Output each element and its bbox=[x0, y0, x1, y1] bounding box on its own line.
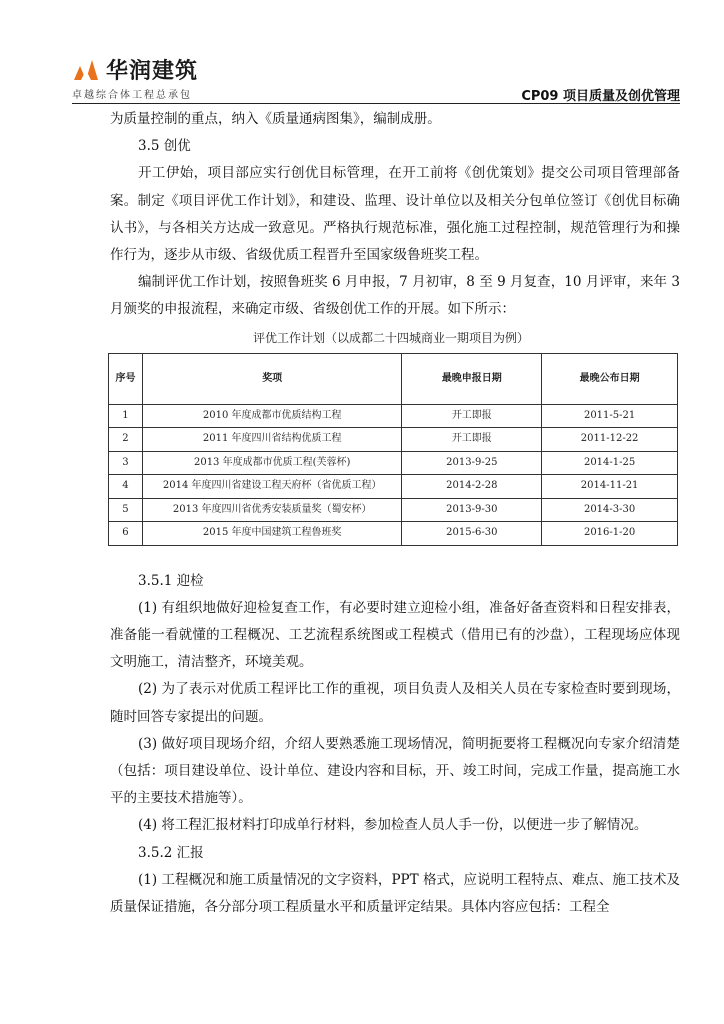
cell-award: 2015 年度中国建筑工程鲁班奖 bbox=[142, 522, 402, 546]
table-header-row bbox=[109, 353, 678, 404]
document-code: CP09 项目质量及创优管理 bbox=[521, 89, 680, 104]
header-seq: 序号 bbox=[109, 353, 143, 404]
page-header bbox=[72, 52, 680, 104]
paragraph-3-5-b: 编制评优工作计划，按照鲁班奖 6 月申报，7 月初审，8 至 9 月复查，10 月评审，来年 3 月颁奖的申报流程，来确定市级、省级创优工作的开展。如下所示： bbox=[110, 274, 680, 318]
paragraph-3-5-1-item-3: (3) 做好项目现场介绍，介绍人要熟悉施工现场情况，简明扼要将工程概况向专家介绍清楚（包括：项目建设单位、设计单位、建设内容和目标，开、竣工时间，完成工作量，提高施工水平的主要技术措施等）。 bbox=[110, 735, 680, 807]
cell-seq: 1 bbox=[109, 404, 143, 428]
table-row bbox=[109, 451, 678, 475]
paragraph-intro: 为质量控制的重点，纳入《质量通病图集》，编制成册。 bbox=[110, 111, 441, 127]
cell-award: 2013 年度成都市优质工程(芙蓉杯) bbox=[142, 451, 402, 475]
cell-publish-date: 2014-3-30 bbox=[542, 498, 678, 522]
header-divider bbox=[72, 103, 680, 104]
paragraph-3-5-1-item-1: (1) 有组织地做好迎检复查工作，有必要时建立迎检小组，准备好备查资料和日程安排表，准备能一看就懂的工程概况、工艺流程系统图或工程模式（借用已有的沙盘），工程现场应体现文明施工，清洁整齐，环境美观。 bbox=[110, 599, 680, 671]
table-row bbox=[109, 404, 678, 428]
cell-seq: 2 bbox=[109, 428, 143, 452]
cell-apply-date: 开工即报 bbox=[402, 404, 542, 428]
paragraph-3-5-a: 开工伊始，项目部应实行创优目标管理，在开工前将《创优策划》提交公司项目管理部备案。制定《项目评优工作计划》，和建设、监理、设计单位以及相关分包单位签订《创优目标确认书》，与各相关方达成一致意见。严格执行规范标准，强化施工过程控制，规范管理行为和操作行为，逐步从市级、省级优质工程晋升至国家级鲁班奖工程。 bbox=[110, 165, 680, 264]
spacer bbox=[110, 546, 680, 568]
table-row bbox=[109, 498, 678, 522]
award-plan-table bbox=[108, 353, 678, 546]
paragraph-3-5-1-item-4: (4) 将工程汇报材料打印成单行材料，参加检查人员人手一份，以便进一步了解情况。 bbox=[138, 817, 648, 834]
section-heading-3-5-1: 3.5.1 迎检 bbox=[138, 572, 204, 589]
cell-seq: 5 bbox=[109, 498, 143, 522]
cell-apply-date: 2015-6-30 bbox=[402, 522, 542, 546]
cell-award: 2011 年度四川省结构优质工程 bbox=[142, 428, 402, 452]
cell-seq: 3 bbox=[109, 451, 143, 475]
table-row bbox=[109, 428, 678, 452]
cell-apply-date: 2013-9-25 bbox=[402, 451, 542, 475]
cell-seq: 4 bbox=[109, 475, 143, 499]
document-body bbox=[110, 106, 680, 921]
cell-publish-date: 2011-12-22 bbox=[542, 428, 678, 452]
cell-apply-date: 2013-9-30 bbox=[402, 498, 542, 522]
cell-seq: 6 bbox=[109, 522, 143, 546]
cell-publish-date: 2016-1-20 bbox=[542, 522, 678, 546]
table-row bbox=[109, 475, 678, 499]
cell-apply-date: 开工即报 bbox=[402, 428, 542, 452]
header-apply-date: 最晚申报日期 bbox=[402, 353, 542, 404]
table-row bbox=[109, 522, 678, 546]
cell-publish-date: 2014-11-21 bbox=[542, 475, 678, 499]
cell-apply-date: 2014-2-28 bbox=[402, 475, 542, 499]
paragraph-3-5-1-item-2: (2) 为了表示对优质工程评比工作的重视，项目负责人及相关人员在专家检查时要到现场，随时回答专家提出的问题。 bbox=[110, 681, 680, 725]
table-caption: 评优工作计划（以成都二十四城商业一期项目为例） bbox=[252, 330, 529, 345]
cell-award: 2010 年度成都市优质结构工程 bbox=[142, 404, 402, 428]
section-heading-3-5-2: 3.5.2 汇报 bbox=[138, 844, 204, 861]
cell-award: 2013 年度四川省优秀安装质量奖（蜀安杯） bbox=[142, 498, 402, 522]
cell-award: 2014 年度四川省建设工程天府杯（省优质工程） bbox=[142, 475, 402, 499]
section-heading-3-5: 3.5 创优 bbox=[138, 138, 191, 155]
header-award: 奖项 bbox=[142, 353, 402, 404]
cell-publish-date: 2014-1-25 bbox=[542, 451, 678, 475]
header-publish-date: 最晚公布日期 bbox=[542, 353, 678, 404]
cell-publish-date: 2011-5-21 bbox=[542, 404, 678, 428]
paragraph-3-5-2-item-1: (1) 工程概况和施工质量情况的文字资料，PPT 格式，应说明工程特点、难点、施工技术及质量保证措施，各分部分项工程质量水平和质量评定结果。具体内容应包括：工程全 bbox=[110, 871, 680, 916]
company-slogan: 卓越综合体工程总承包 bbox=[72, 90, 192, 101]
huarun-logo-icon bbox=[72, 58, 100, 82]
company-name: 华润建筑 bbox=[106, 59, 199, 84]
